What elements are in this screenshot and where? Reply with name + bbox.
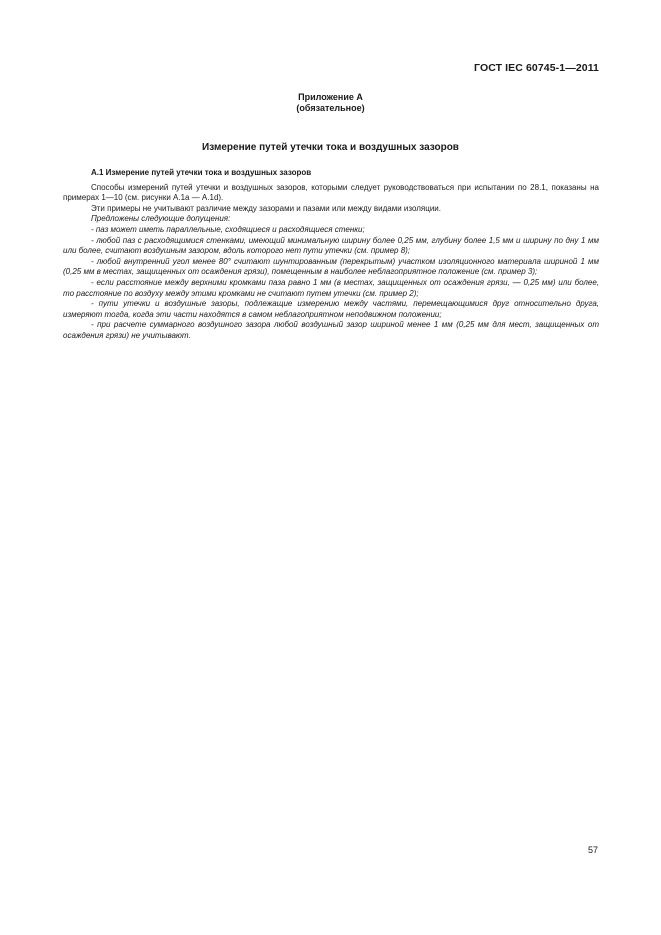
assumptions-intro: Предложены следующие допущения:	[91, 214, 231, 224]
paragraph: Эти примеры не учитывают различие между зазорами и пазами или между видами изоляции.	[91, 203, 441, 213]
assumption-item: - если расстояние между верхними кромками паза равно 1 мм (в местах, защищенных от осаждения грязи, — 0,25 мм) или более, то расстояние по воздуху между этими кромками не считают путем утечки (см. пример 2);	[63, 277, 599, 298]
document-body	[63, 168, 599, 342]
assumption-item: - любой паз с расходящимися стенками, имеющий минимальную ширину более 0,25 мм, глубину более 1,5 мм и ширину по дну 1 мм или более, считают воздушным зазором, вдоль которого нет пути утечки (см. пример 8);	[63, 235, 599, 256]
assumption-item: - паз может иметь параллельные, сходящиеся и расходящиеся стенки;	[91, 224, 365, 234]
assumption-item: - при расчете суммарного воздушного зазора любой воздушный зазор шириной менее 1 мм (0,25 мм для мест, защищенных от осаждения грязи) не учитывают.	[63, 320, 599, 340]
annex-status: (обязательное)	[296, 103, 365, 113]
annex-heading	[0, 92, 661, 114]
assumption-item: - пути утечки и воздушные зазоры, подлежащие измерению между частями, перемещающимися друг относительно друга, измеряют тогда, когда эти части находятся в самом неблагоприятном неподвижном положении;	[63, 299, 599, 319]
standard-designation: ГОСТ IEC 60745-1—2011	[474, 62, 599, 74]
section-heading: А.1 Измерение путей утечки тока и воздушных зазоров	[91, 168, 312, 177]
main-title: Измерение путей утечки тока и воздушных зазоров	[202, 142, 459, 153]
annex-title: Приложение А	[298, 92, 363, 102]
page-number: 57	[587, 845, 598, 855]
paragraph: Способы измерений путей утечки и воздушных зазоров, которыми следует руководствоваться при испытании по 28.1, показаны на примерах 1—10 (см. рисунки А.1а — А.1d).	[63, 182, 599, 203]
assumption-item: - любой внутренний угол менее 80° считают шунтированным (перекрытым) участком изоляционного материала шириной 1 мм (0,25 мм в местах, защищенных от осаждения грязи), помещенным в наиболее неблагоприятное положение (см. пример 3);	[63, 256, 599, 277]
